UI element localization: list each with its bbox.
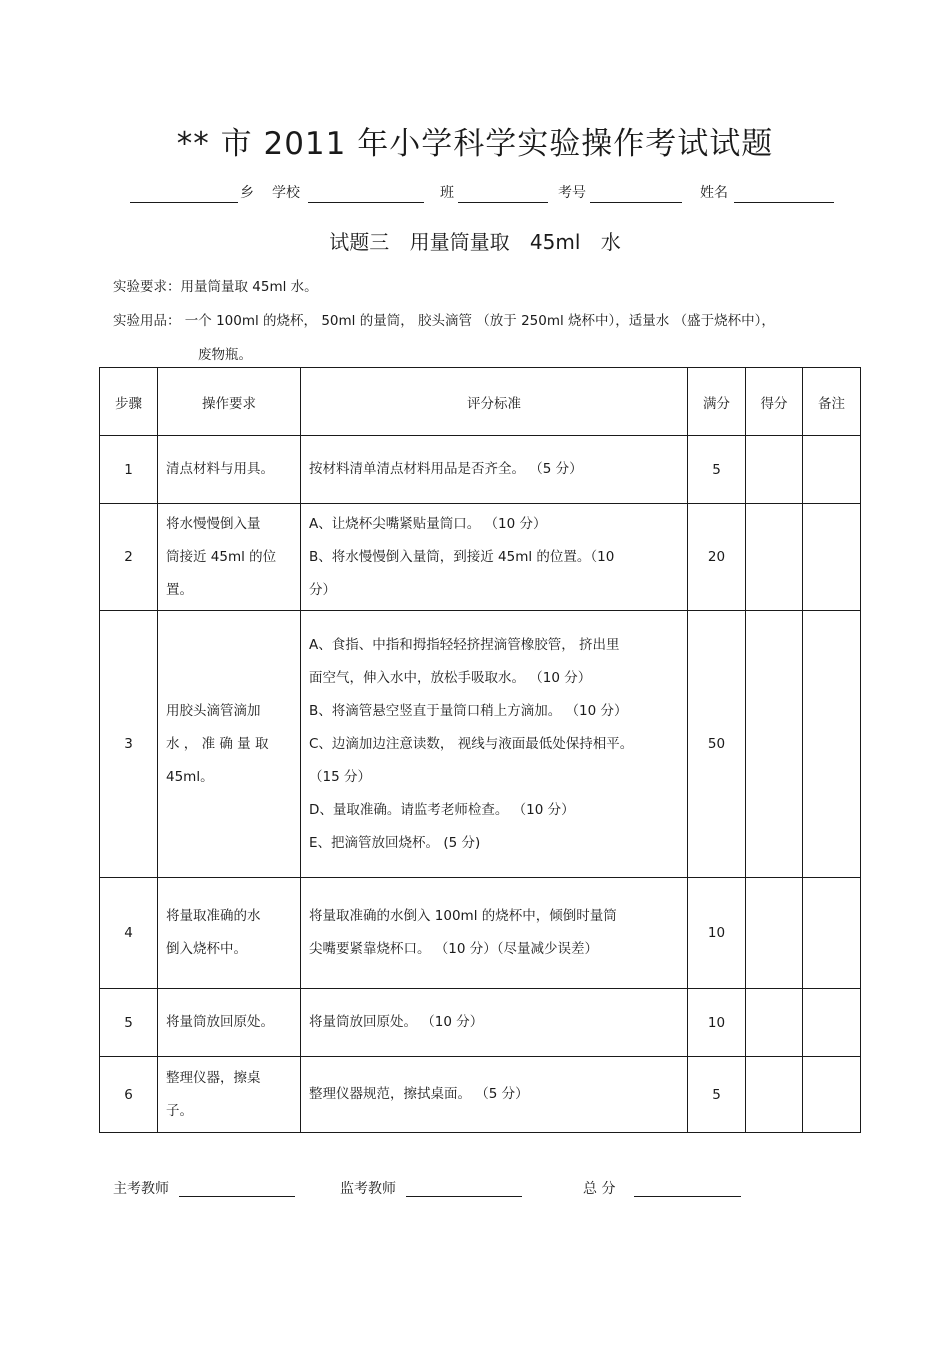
full-score: 20 [688, 504, 746, 611]
full-score: 50 [688, 611, 746, 878]
table-row [100, 611, 861, 878]
table-row [100, 504, 861, 611]
signature-footer [113, 1178, 753, 1202]
operation-cell [158, 1057, 301, 1133]
chief-examiner-label: 主考教师 [113, 1181, 169, 1197]
step-number: 6 [100, 1057, 158, 1133]
criteria-text: C、边滴加边注意读数， 视线与液面最低处保持相平。 [309, 735, 634, 752]
criteria-text: 将量取准确的水倒入 100ml 的烧杯中，倾倒时量筒 [309, 908, 617, 924]
step-number: 4 [100, 878, 158, 989]
township-label: 乡 [240, 185, 254, 201]
operation-text: 将水慢慢倒入量 [166, 515, 261, 532]
score-cell[interactable] [746, 611, 803, 878]
table-row [100, 436, 861, 504]
operation-cell [158, 878, 301, 989]
criteria-text: B、将滴管悬空竖直于量筒口稍上方滴加。 （10 分） [309, 702, 628, 719]
full-score: 5 [688, 436, 746, 504]
operation-text: 清点材料与用具。 [166, 461, 274, 477]
score-cell[interactable] [746, 1057, 803, 1133]
total-score-label: 总 分 [583, 1181, 616, 1197]
step-number: 3 [100, 611, 158, 878]
operation-text: 置。 [166, 581, 193, 598]
header-score: 得分 [746, 368, 803, 436]
criteria-text: 尖嘴要紧靠烧杯口。 （10 分）（尽量减少误差） [309, 941, 599, 957]
header-criteria: 评分标准 [301, 368, 688, 436]
operation-text: 子。 [166, 1102, 193, 1119]
operation-text: 水 ， 准 确 量 取 [166, 735, 269, 752]
notes-cell[interactable] [803, 989, 861, 1057]
notes-cell[interactable] [803, 878, 861, 989]
operation-text: 45ml。 [166, 768, 214, 785]
experiment-materials-cont: 废物瓶。 [198, 347, 252, 363]
operation-text: 整理仪器，擦桌 [166, 1069, 261, 1086]
criteria-text: D、量取准确。请监考老师检查。 （10 分） [309, 801, 575, 818]
scoring-table [99, 367, 861, 1133]
criteria-cell [301, 611, 688, 878]
experiment-materials: 实验用品： 一个 100ml 的烧杯， 50ml 的量筒， 胶头滴管 （放于 250ml 烧杯中），适量水 （盛于烧杯中）， [113, 313, 775, 329]
criteria-cell [301, 436, 688, 504]
header-step: 步骤 [100, 368, 158, 436]
experiment-requirement: 实验要求：用量筒量取 45ml 水。 [113, 279, 318, 295]
criteria-text: 按材料清单清点材料用品是否齐全。 （5 分） [309, 461, 583, 477]
proctor-blank[interactable] [406, 1196, 522, 1197]
full-score: 10 [688, 878, 746, 989]
total-score-blank[interactable] [634, 1196, 741, 1197]
header-full-score: 满分 [688, 368, 746, 436]
notes-cell[interactable] [803, 1057, 861, 1133]
operation-cell [158, 989, 301, 1057]
operation-text: 倒入烧杯中。 [166, 941, 247, 957]
notes-cell[interactable] [803, 436, 861, 504]
notes-cell[interactable] [803, 504, 861, 611]
step-number: 2 [100, 504, 158, 611]
page-title: ** 市 2011 年小学科学实验操作考试试题 [176, 126, 774, 162]
township-blank[interactable] [130, 202, 238, 203]
criteria-text: 面空气，伸入水中，放松手吸取水。 （10 分） [309, 669, 592, 686]
table-row [100, 989, 861, 1057]
step-number: 5 [100, 989, 158, 1057]
chief-examiner-blank[interactable] [179, 1196, 295, 1197]
student-info-line [130, 182, 835, 208]
class-blank[interactable] [458, 202, 548, 203]
operation-text: 将量取准确的水 [166, 908, 261, 924]
operation-text: 将量筒放回原处。 [166, 1014, 274, 1030]
criteria-cell [301, 878, 688, 989]
criteria-cell [301, 989, 688, 1057]
name-label: 姓名 [700, 185, 728, 201]
criteria-text: 分） [309, 581, 336, 598]
question-subtitle: 试题三 用量筒量取 45ml 水 [329, 230, 621, 254]
operation-cell [158, 611, 301, 878]
operation-text: 筒接近 45ml 的位 [166, 548, 277, 565]
full-score: 10 [688, 989, 746, 1057]
header-operation: 操作要求 [158, 368, 301, 436]
score-cell[interactable] [746, 878, 803, 989]
name-blank[interactable] [734, 202, 834, 203]
step-number: 1 [100, 436, 158, 504]
full-score: 5 [688, 1057, 746, 1133]
school-blank[interactable] [308, 202, 424, 203]
operation-text: 用胶头滴管滴加 [166, 702, 261, 719]
criteria-text: B、将水慢慢倒入量筒，到接近 45ml 的位置。（10 [309, 548, 615, 565]
operation-cell [158, 436, 301, 504]
notes-cell[interactable] [803, 611, 861, 878]
score-cell[interactable] [746, 436, 803, 504]
criteria-text: （15 分） [309, 768, 371, 785]
operation-cell [158, 504, 301, 611]
criteria-text: A、食指、中指和拇指轻轻挤捏滴管橡胶管， 挤出里 [309, 636, 620, 653]
header-notes: 备注 [803, 368, 861, 436]
table-row [100, 878, 861, 989]
proctor-label: 监考教师 [340, 1181, 396, 1197]
score-cell[interactable] [746, 504, 803, 611]
score-cell[interactable] [746, 989, 803, 1057]
criteria-text: E、把滴管放回烧杯。 (5 分) [309, 834, 481, 851]
criteria-cell [301, 504, 688, 611]
criteria-text: A、让烧杯尖嘴紧贴量筒口。 （10 分） [309, 515, 547, 532]
exam-number-blank[interactable] [590, 202, 682, 203]
criteria-text: 整理仪器规范，擦拭桌面。 （5 分） [309, 1086, 529, 1102]
class-label: 班 [440, 185, 454, 201]
criteria-cell [301, 1057, 688, 1133]
table-row [100, 1057, 861, 1133]
school-label: 学校 [272, 185, 300, 201]
table-header-row [100, 368, 861, 436]
criteria-text: 将量筒放回原处。 （10 分） [309, 1014, 484, 1030]
exam-number-label: 考号 [558, 185, 586, 201]
